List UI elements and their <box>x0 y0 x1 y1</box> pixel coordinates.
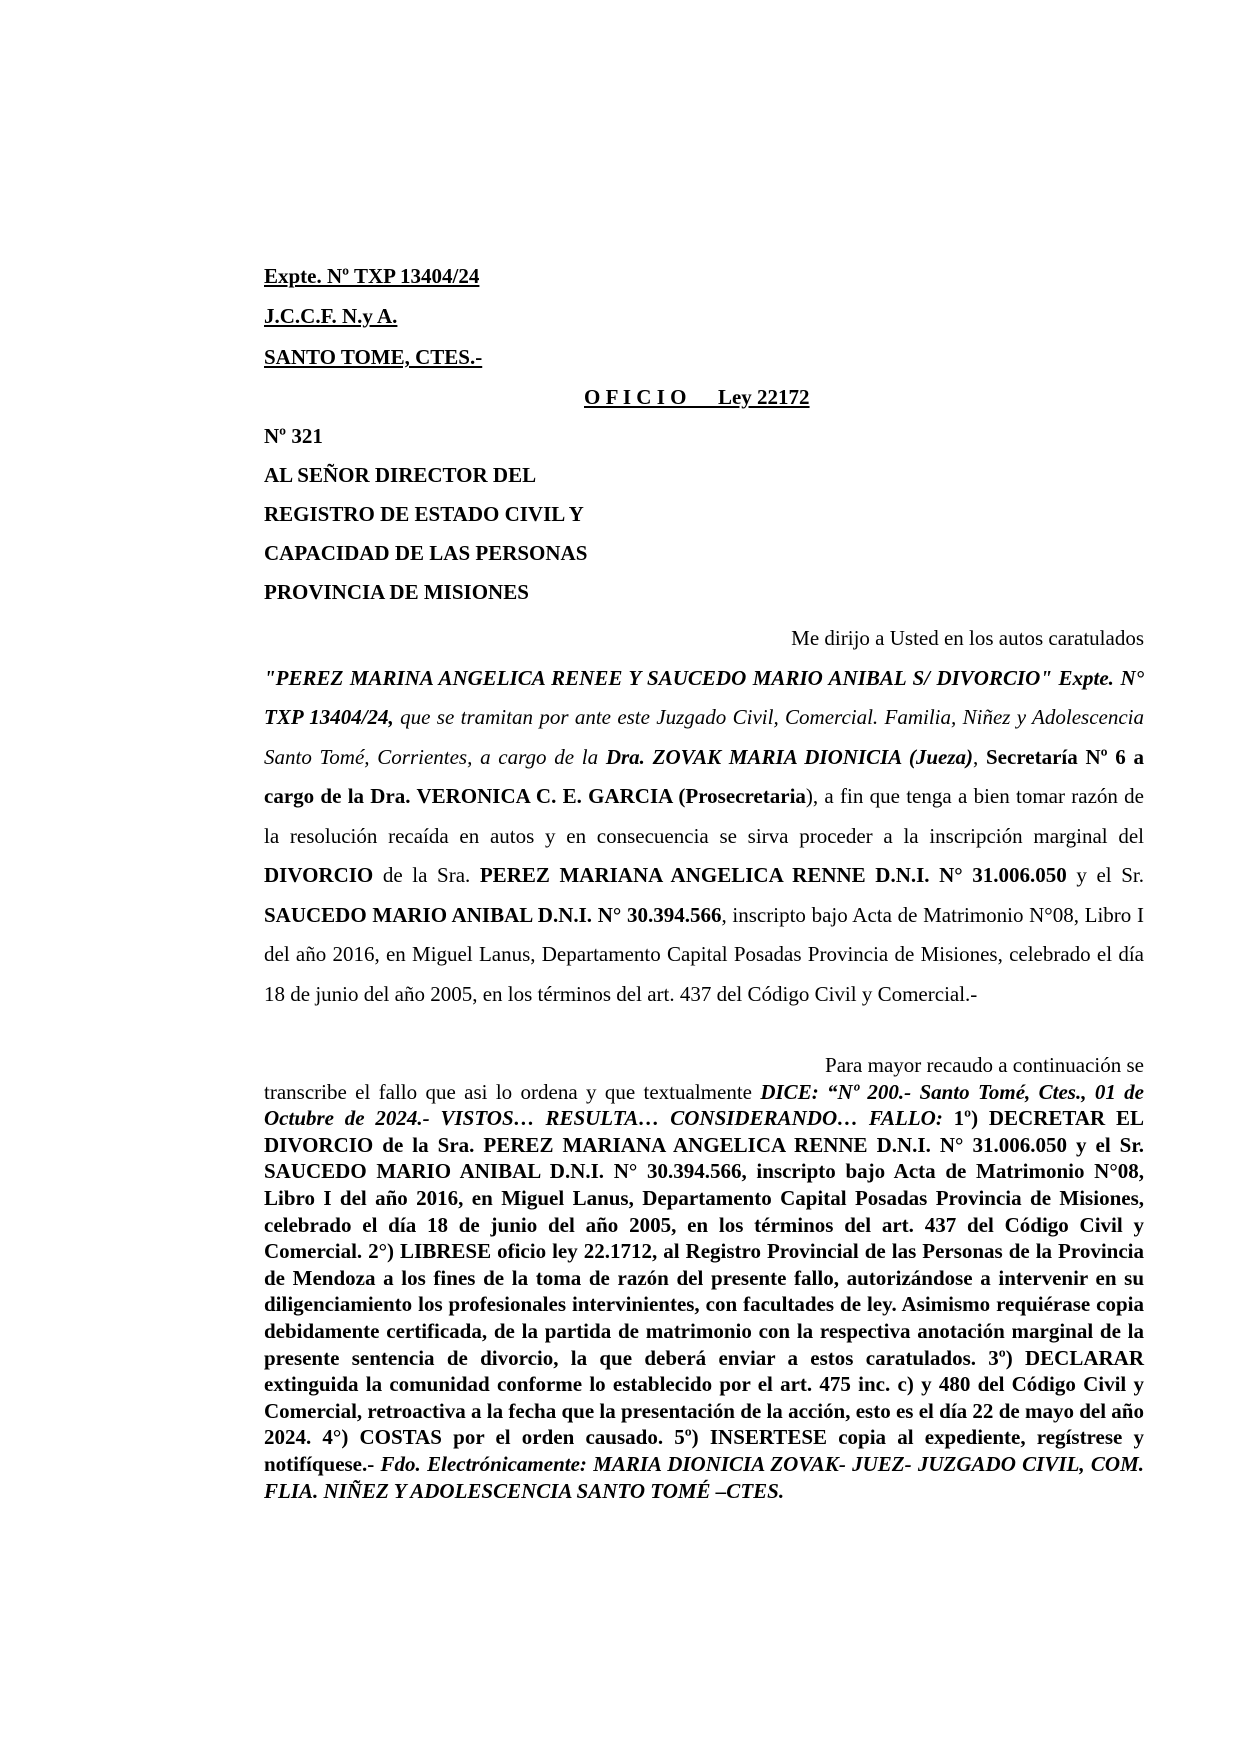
case-expediente: Expte. N° TXP 13404/24, <box>264 665 1145 729</box>
court-location: SANTO TOME, CTES.- <box>264 345 483 369</box>
paragraph-text: y el Sr. <box>1066 863 1144 887</box>
addressee-line: REGISTRO DE ESTADO CIVIL Y <box>264 502 584 526</box>
electronic-signature: Fdo. Electrónicamente: MARIA DIONICIA ZOVAK- JUEZ- JUZGADO CIVIL, COM. FLIA. NIÑEZ Y ADOLESCENCIA SANTO TOMÉ –CTES. <box>264 1451 1145 1503</box>
paragraph-text: transcribe el fallo que asi lo ordena y que textualmente <box>264 1079 761 1104</box>
paragraph-text: ), a fin que tenga a bien tomar razón de la resolución recaída en autos y en consecuencia se sirva proceder a la inscripción marginal del <box>264 784 1144 848</box>
paragraph-text: que se tramitan por ante este Juzgado Civil, Comercial. Familia, Niñez y Adolescencia Santo Tomé, Corrientes, a cargo de la <box>264 705 1145 769</box>
secretary-info: Secretaría Nº 6 a cargo de la Dra. VERONICA C. E. GARCIA (Prosecretaria <box>264 744 1144 808</box>
paragraph-text: , inscripto bajo Acta de Matrimonio N°08, Libro I del año 2016, en Miguel Lanus, Departamento Capital Posadas Provincia de Misiones, celebrado el día 18 de junio del año 2005, en los términos del art. 437 del Código Civil y Comercial.- <box>264 902 1144 1006</box>
paragraph-opening: Me dirijo a Usted en los autos caratulados <box>791 626 1144 650</box>
paragraph-text: , <box>973 744 986 769</box>
body-paragraph-1 <box>264 619 1144 1014</box>
judge-name: Dra. ZOVAK MARIA DIONICIA (Jueza) <box>605 744 974 769</box>
oficio-title: O F I C I O Ley 22172 <box>584 385 810 409</box>
expediente-number: Expte. Nº TXP 13404/24 <box>264 264 480 288</box>
party-wife: PEREZ MARIANA ANGELICA RENNE D.N.I. N° 31.006.050 <box>479 863 1067 887</box>
paragraph-text: de la Sra. <box>373 863 480 887</box>
body-paragraph-2 <box>264 1052 1144 1504</box>
addressee-line: CAPACIDAD DE LAS PERSONAS <box>264 541 588 565</box>
party-husband: SAUCEDO MARIO ANIBAL D.N.I. N° 30.394.566 <box>264 902 722 927</box>
addressee-line: PROVINCIA DE MISIONES <box>264 580 529 604</box>
ruling-header: DICE: “Nº 200.- Santo Tomé, Ctes., 01 de Octubre de 2024.- VISTOS… RESULTA… CONSIDERANDO… FALLO: <box>264 1079 1145 1131</box>
oficio-number: Nº 321 <box>264 424 323 448</box>
addressee-line: AL SEÑOR DIRECTOR DEL <box>264 463 537 487</box>
ruling-text: 1º) DECRETAR EL DIVORCIO de la Sra. PEREZ MARIANA ANGELICA RENNE D.N.I. N° 31.006.050 y el Sr. SAUCEDO MARIO ANIBAL D.N.I. N° 30.394.566, inscripto bajo Acta de Matrimonio N°08, Libro I del año 2016, en Miguel Lanus, Departamento Capital Posadas Provincia de Misiones, celebrado el día 18 de junio del año 2005, en los términos del art. 437 del Código Civil y Comercial. 2°) LIBRESE oficio ley 22.1712, al Registro Provincial de las Personas de la Provincia de Mendoza a los fines de la toma de razón del presente fallo, autorizándose a intervenir en su diligenciamiento los profesionales intervinientes, con facultades de ley. Asimismo requiérase copia debidamente certificada, de la partida de matrimonio con la respectiva anotación marginal de la presente sentencia de divorcio, la que deberá enviar a estos caratulados. 3º) DECLARAR extinguida la comunidad conforme lo establecido por el art. 475 inc. c) y 480 del Código Civil y Comercial, retroactiva a la fecha que la presentación de la acción, esto es el día 22 de mayo del año 2024. 4°) COSTAS por el orden causado. 5º) INSERTESE copia al expediente, regístrese y notifíquese.- <box>264 1106 1144 1476</box>
court-name: J.C.C.F. N.y A. <box>264 304 398 328</box>
case-title: "PEREZ MARINA ANGELICA RENEE Y SAUCEDO MARIO ANIBAL S/ DIVORCIO" <box>264 665 1052 690</box>
divorce-term: DIVORCIO <box>264 863 374 887</box>
paragraph-opening: Para mayor recaudo a continuación se <box>825 1053 1144 1077</box>
